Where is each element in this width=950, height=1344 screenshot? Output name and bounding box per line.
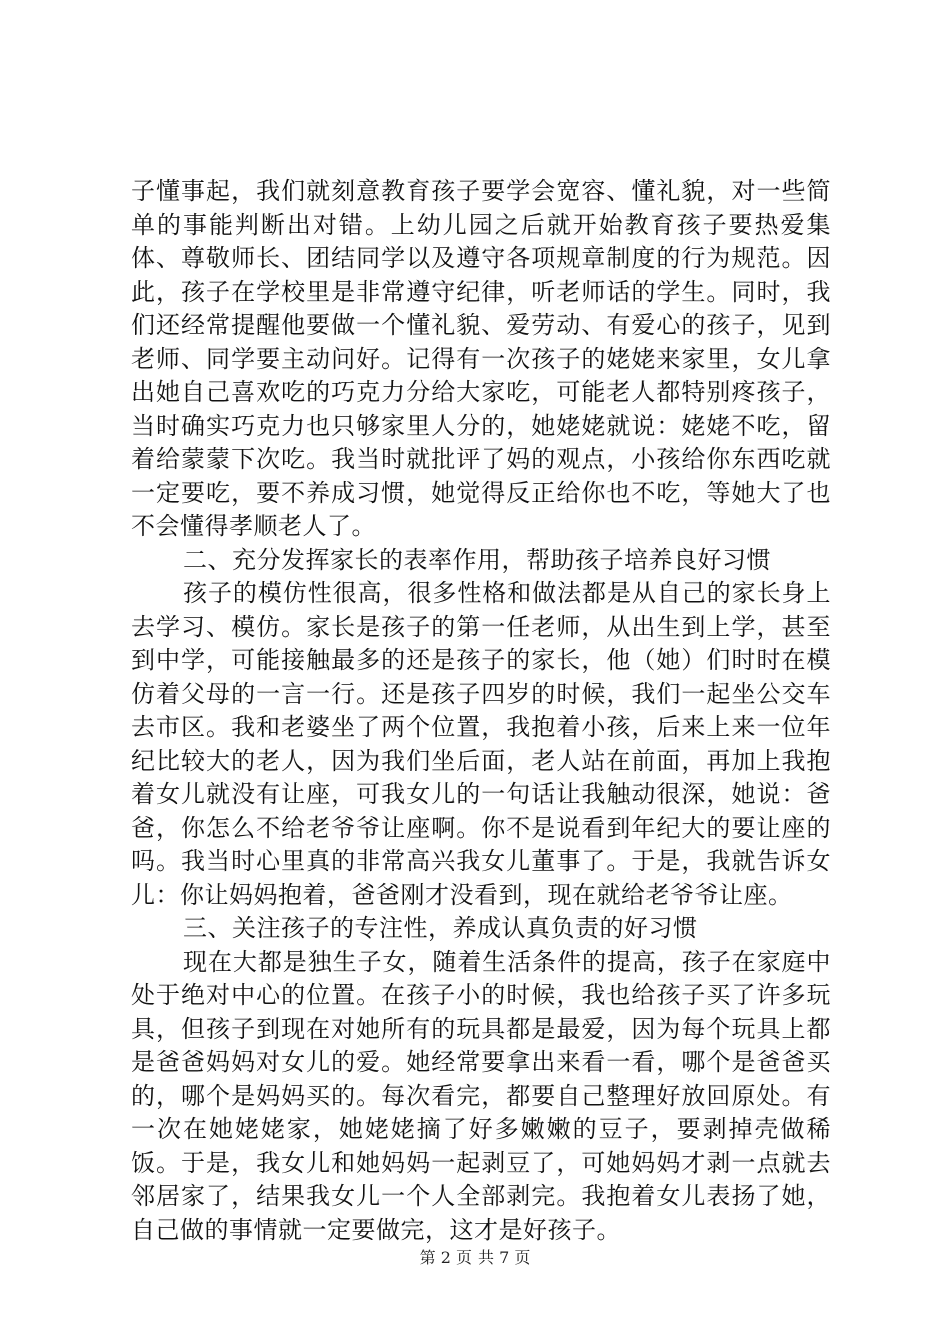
section-heading-3: 三、关注孩子的专注性，养成认真负责的好习惯: [183, 914, 698, 942]
page-footer: [0, 1245, 950, 1268]
page-total: 共 7 页: [478, 1248, 531, 1267]
document-body: [131, 175, 831, 1247]
paragraph-role-model: 孩子的模仿性很高，很多性格和做法都是从自己的家长身上去学习、模仿。家长是孩子的第一任老师，从出生到上学，甚至到中学，可能接触最多的还是孩子的家长，他（她）们时时在模仿着父母的一言一行。还是孩子四岁的时候，我们一起坐公交车去市区。我和老婆坐了两个位置，我抱着小孩，后来上来一位年纪比较大的老人，因为我们坐后面，老人站在前面，再加上我抱着女儿就没有让座，可我女儿的一句话让我触动很深，她说：爸爸，你怎么不给老爷爷让座啊。你不是说看到年纪大的要让座的吗。我当时心里真的非常高兴我女儿董事了。于是，我就告诉女儿：你让妈妈抱着，爸爸刚才没看到，现在就给老爷爷让座。: [131, 579, 831, 909]
paragraph-continuation: 子懂事起，我们就刻意教育孩子要学会宽容、懂礼貌，对一些简单的事能判断出对错。上幼儿园之后就开始教育孩子要热爱集体、尊敬师长、团结同学以及遵守各项规章制度的行为规范。因此，孩子在学校里是非常遵守纪律，听老师话的学生。同时，我们还经常提醒他要做一个懂礼貌、爱劳动、有爱心的孩子，见到老师、同学要主动问好。记得有一次孩子的姥姥来家里，女儿拿出她自己喜欢吃的巧克力分给大家吃，可能老人都特别疼孩子，当时确实巧克力也只够家里人分的，她姥姥就说：姥姥不吃，留着给蒙蒙下次吃。我当时就批评了妈的观点，小孩给你东西吃就一定要吃，要不养成习惯，她觉得反正给你也不吃，等她大了也不会懂得孝顺老人了。: [131, 177, 831, 540]
page-number: 第 2 页: [419, 1248, 472, 1267]
paragraph-focus: 现在大都是独生子女，随着生活条件的提高，孩子在家庭中处于绝对中心的位置。在孩子小的时候，我也给孩子买了许多玩具，但孩子到现在对她所有的玩具都是最爱，因为每个玩具上都是爸爸妈妈对女儿的爱。她经常要拿出来看一看，哪个是爸爸买的，哪个是妈妈买的。每次看完，都要自己整理好放回原处。有一次在她姥姥家，她姥姥摘了好多嫩嫩的豆子，要剥掉壳做稀饭。于是，我女儿和她妈妈一起剥豆了，可她妈妈才剥一点就去邻居家了，结果我女儿一个人全部剥完。我抱着女儿表扬了她，自己做的事情就一定要做完，这才是好孩子。: [131, 947, 831, 1244]
section-heading-2: 二、充分发挥家长的表率作用，帮助孩子培养良好习惯: [183, 545, 771, 574]
